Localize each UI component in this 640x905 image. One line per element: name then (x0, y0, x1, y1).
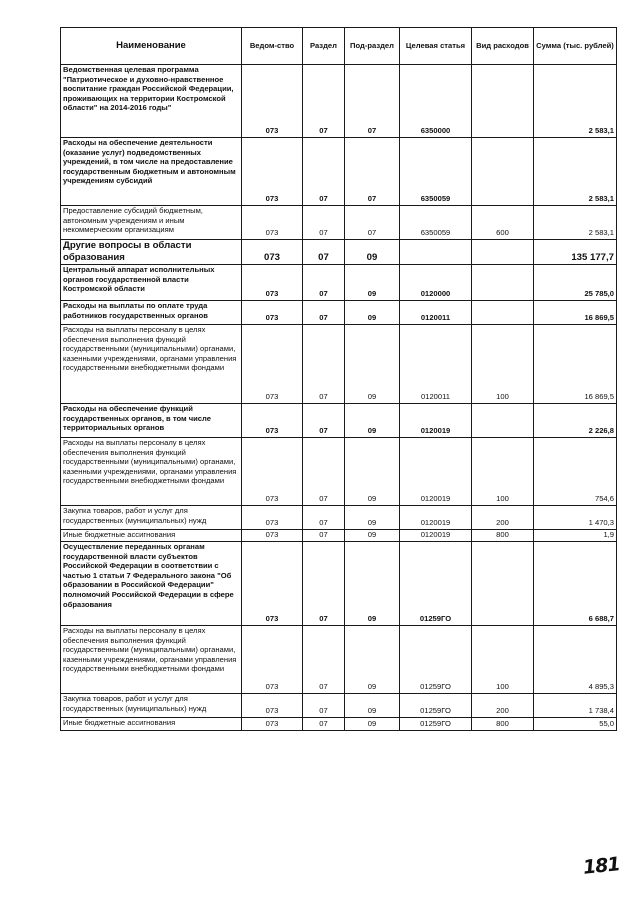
row-sum: 16 869,5 (534, 325, 617, 404)
row-sum: 6 688,7 (534, 542, 617, 626)
table-row (61, 404, 617, 438)
row-kind (472, 138, 534, 206)
row-podrazdel: 09 (345, 506, 400, 530)
row-name: Расходы на выплаты по оплате труда работников государственных органов (61, 301, 242, 325)
row-name: Расходы на выплаты персоналу в целях обеспечения выполнения функций государственными (муниципальными) органами, казенными учреждениями, органами управления государственными внебюджетными фондами (61, 325, 242, 404)
row-kind: 800 (472, 530, 534, 542)
row-razdel: 07 (303, 626, 345, 694)
table-row (61, 240, 617, 265)
row-razdel: 07 (303, 404, 345, 438)
row-podrazdel: 09 (345, 265, 400, 301)
row-podrazdel: 09 (345, 694, 400, 718)
row-kind: 100 (472, 438, 534, 506)
row-podrazdel: 09 (345, 325, 400, 404)
row-razdel: 07 (303, 138, 345, 206)
row-podrazdel: 07 (345, 65, 400, 138)
row-vedomstvo: 073 (242, 506, 303, 530)
row-target (400, 240, 472, 265)
row-vedomstvo: 073 (242, 265, 303, 301)
row-vedomstvo: 073 (242, 542, 303, 626)
row-razdel: 07 (303, 718, 345, 731)
col-header-sum: Сумма (тыс. рублей) (534, 28, 617, 65)
row-vedomstvo: 073 (242, 718, 303, 731)
row-vedomstvo: 073 (242, 206, 303, 240)
row-name: Другие вопросы в области образования (61, 240, 242, 265)
table-row (61, 265, 617, 301)
table-row (61, 301, 617, 325)
row-target: 0120019 (400, 506, 472, 530)
row-name: Расходы на обеспечение деятельности (оказание услуг) подведомственных учреждений, в том числе на предоставление государственным бюджетным и автономным учреждениям субсидий (61, 138, 242, 206)
row-kind (472, 542, 534, 626)
row-target: 0120011 (400, 325, 472, 404)
row-target: 01259ГО (400, 542, 472, 626)
row-target: 6350059 (400, 138, 472, 206)
row-target: 0120000 (400, 265, 472, 301)
row-name: Иные бюджетные ассигнования (61, 530, 242, 542)
row-podrazdel: 07 (345, 206, 400, 240)
budget-table (60, 27, 617, 731)
row-vedomstvo: 073 (242, 404, 303, 438)
table-row (61, 206, 617, 240)
row-target: 01259ГО (400, 694, 472, 718)
row-name: Предоставление субсидий бюджетным, автономным учреждениям и иным некоммерческим организациям (61, 206, 242, 240)
row-kind (472, 65, 534, 138)
row-razdel: 07 (303, 265, 345, 301)
row-target: 0120011 (400, 301, 472, 325)
row-razdel: 07 (303, 301, 345, 325)
row-name: Расходы на выплаты персоналу в целях обеспечения выполнения функций государственными (муниципальными) органами, казенными учреждениями, органами управления государственными внебюджетными фондами (61, 438, 242, 506)
row-sum: 1,9 (534, 530, 617, 542)
row-vedomstvo: 073 (242, 626, 303, 694)
row-razdel: 07 (303, 506, 345, 530)
col-header-target: Целевая статья (400, 28, 472, 65)
row-kind (472, 301, 534, 325)
col-header-name: Наименование (61, 28, 242, 65)
row-name: Ведомственная целевая программа "Патриотическое и духовно-нравственное воспитание граждан Российской Федерации, проживающих на территории Костромской области" на 2014-2016 годы" (61, 65, 242, 138)
row-sum: 25 785,0 (534, 265, 617, 301)
row-target: 6350000 (400, 65, 472, 138)
row-vedomstvo: 073 (242, 438, 303, 506)
row-razdel: 07 (303, 542, 345, 626)
row-sum: 1 738,4 (534, 694, 617, 718)
row-kind: 600 (472, 206, 534, 240)
row-razdel: 07 (303, 206, 345, 240)
row-sum: 754,6 (534, 438, 617, 506)
row-razdel: 07 (303, 325, 345, 404)
row-kind (472, 240, 534, 265)
row-target: 01259ГО (400, 718, 472, 731)
row-kind: 200 (472, 506, 534, 530)
row-podrazdel: 09 (345, 301, 400, 325)
table-row (61, 718, 617, 731)
row-target: 0120019 (400, 404, 472, 438)
row-target: 6350059 (400, 206, 472, 240)
row-kind (472, 404, 534, 438)
row-vedomstvo: 073 (242, 65, 303, 138)
row-sum: 2 583,1 (534, 65, 617, 138)
col-header-vedomstvo: Ведом-ство (242, 28, 303, 65)
row-sum: 16 869,5 (534, 301, 617, 325)
row-razdel: 07 (303, 438, 345, 506)
table-row (61, 694, 617, 718)
row-name: Расходы на обеспечение функций государственных органов, в том числе территориальных органов (61, 404, 242, 438)
row-sum: 135 177,7 (534, 240, 617, 265)
row-podrazdel: 09 (345, 404, 400, 438)
row-name: Закупка товаров, работ и услуг для государственных (муниципальных) нужд (61, 506, 242, 530)
row-kind: 100 (472, 626, 534, 694)
row-vedomstvo: 073 (242, 240, 303, 265)
row-vedomstvo: 073 (242, 325, 303, 404)
row-sum: 2 583,1 (534, 206, 617, 240)
row-kind: 800 (472, 718, 534, 731)
row-target: 01259ГО (400, 626, 472, 694)
row-vedomstvo: 073 (242, 694, 303, 718)
row-podrazdel: 09 (345, 542, 400, 626)
row-razdel: 07 (303, 530, 345, 542)
table-row (61, 530, 617, 542)
table-row (61, 438, 617, 506)
row-name: Центральный аппарат исполнительных органов государственной власти Костромской области (61, 265, 242, 301)
table-row (61, 506, 617, 530)
row-vedomstvo: 073 (242, 530, 303, 542)
row-razdel: 07 (303, 240, 345, 265)
table-row (61, 542, 617, 626)
row-razdel: 07 (303, 694, 345, 718)
row-name: Закупка товаров, работ и услуг для государственных (муниципальных) нужд (61, 694, 242, 718)
row-razdel: 07 (303, 65, 345, 138)
row-sum: 2 583,1 (534, 138, 617, 206)
table-row (61, 138, 617, 206)
row-sum: 1 470,3 (534, 506, 617, 530)
row-vedomstvo: 073 (242, 138, 303, 206)
row-name: Иные бюджетные ассигнования (61, 718, 242, 731)
col-header-podrazdel: Под-раздел (345, 28, 400, 65)
row-sum: 2 226,8 (534, 404, 617, 438)
row-podrazdel: 09 (345, 438, 400, 506)
table-row (61, 626, 617, 694)
page-number: 181 (581, 853, 621, 879)
document-sheet (60, 27, 616, 731)
row-podrazdel: 09 (345, 530, 400, 542)
row-podrazdel: 09 (345, 626, 400, 694)
row-podrazdel: 09 (345, 240, 400, 265)
col-header-razdel: Раздел (303, 28, 345, 65)
col-header-kind: Вид расходов (472, 28, 534, 65)
row-vedomstvo: 073 (242, 301, 303, 325)
row-podrazdel: 07 (345, 138, 400, 206)
row-target: 0120019 (400, 530, 472, 542)
row-kind: 200 (472, 694, 534, 718)
row-target: 0120019 (400, 438, 472, 506)
row-name: Осуществление переданных органам государственной власти субъектов Российской Федерации в соответствии с частью 1 статьи 7 Федерального закона "Об образовании в Российской Федерации" полномочий Российской Федерации в сфере образования (61, 542, 242, 626)
row-podrazdel: 09 (345, 718, 400, 731)
table-row (61, 325, 617, 404)
row-kind (472, 265, 534, 301)
table-row (61, 65, 617, 138)
table-body (61, 65, 617, 731)
row-sum: 4 895,3 (534, 626, 617, 694)
row-sum: 55,0 (534, 718, 617, 731)
header-row (61, 28, 617, 65)
row-name: Расходы на выплаты персоналу в целях обеспечения выполнения функций государственными (муниципальными) органами, казенными учреждениями, органами управления государственными внебюджетными фондами (61, 626, 242, 694)
row-kind: 100 (472, 325, 534, 404)
